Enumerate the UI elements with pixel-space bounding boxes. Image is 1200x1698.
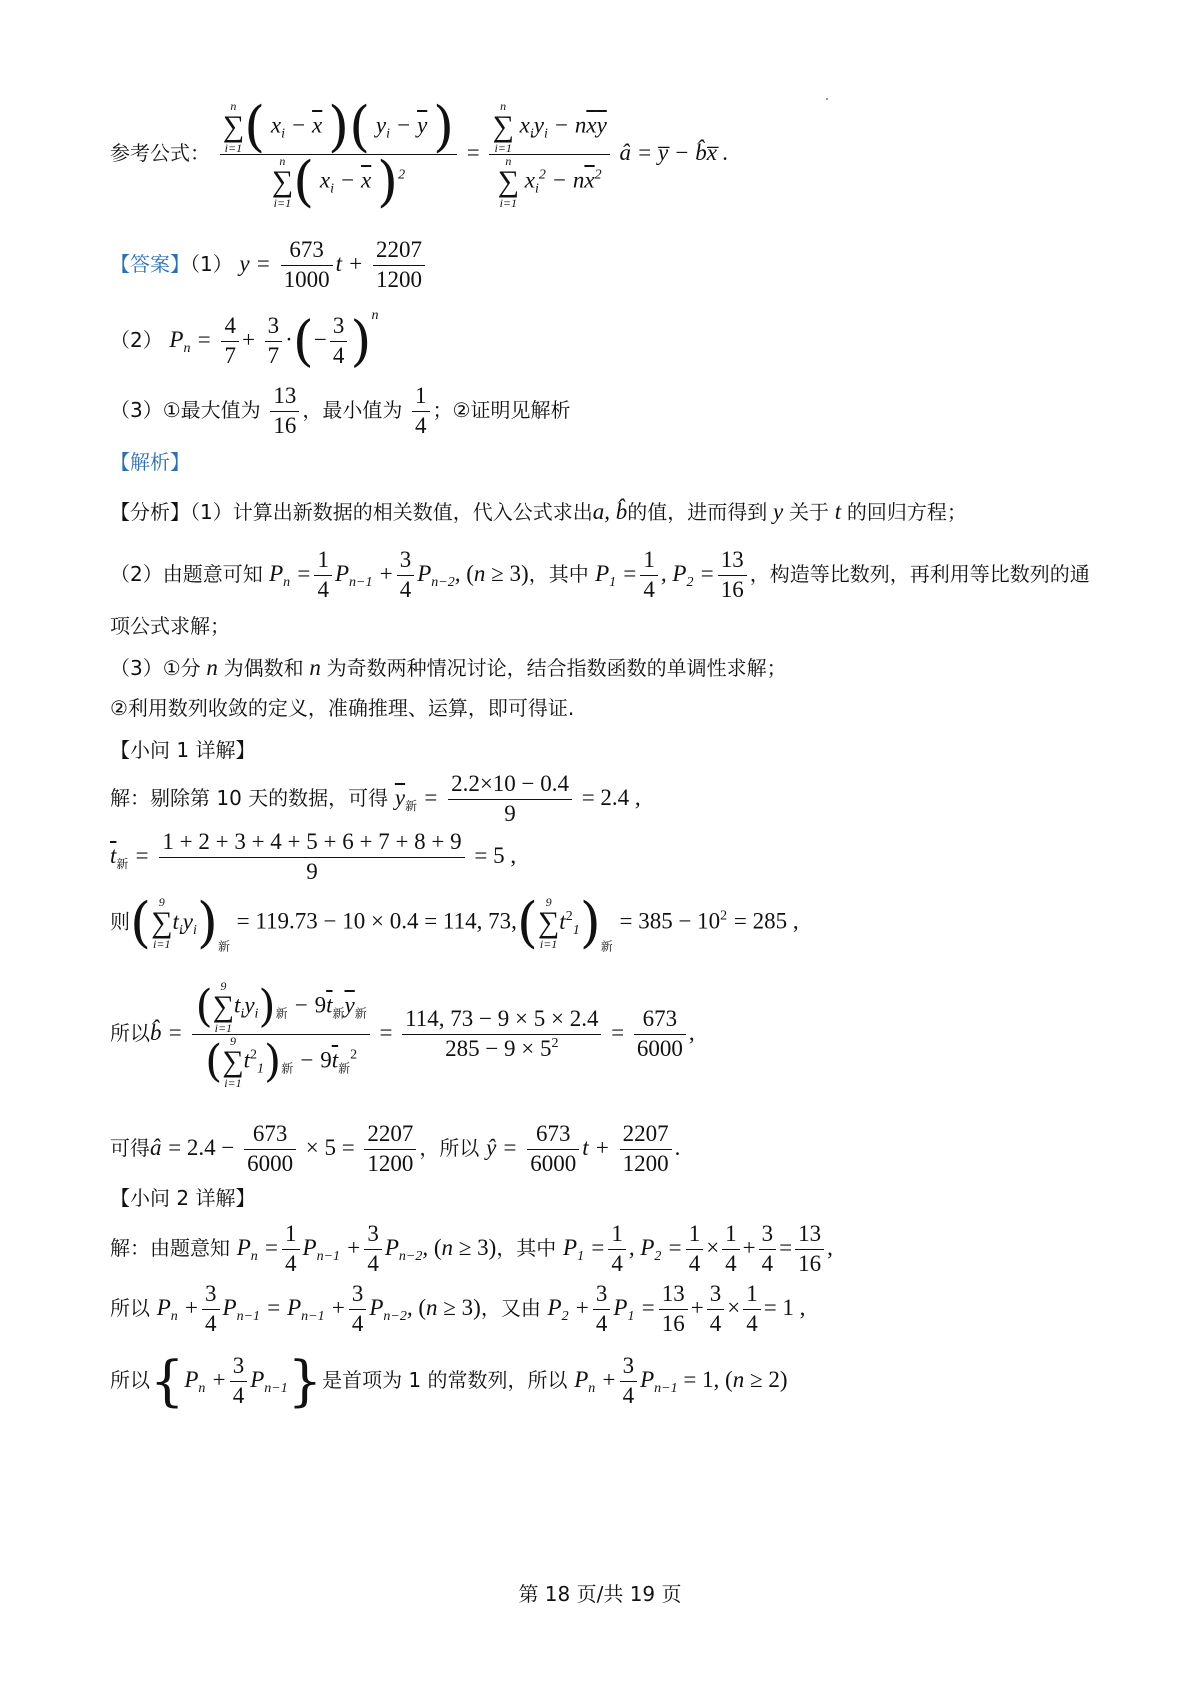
stray-dot [826,98,828,100]
q2-header: 【小问 2 详解】 [110,1186,256,1210]
analysis-line-5: ②利用数列收敛的定义，准确推理、运算，即可得证. [110,696,575,720]
q2-line-2: 所以 $P_n$ + $\frac{3}{4}$ $P_{n-1} = P_{n-1}$ + $\frac{3}{4}$ $P_{n-2}$, (n ≥ 3)，又由 $P_2$ + $\frac{3}{4}$ $P_1$ = $\frac{13}{16}$ + $\frac{3}{4}$ × $\frac{1}{4}$ = 1 , [110,1281,806,1336]
q1-line-5: 可得â = 2.4 − $\frac{673}{6000}$ × 5 = $\frac{2207}{1200}$ ，所以 ŷ = $\frac{673}{6000}$ t + $\frac{2207}{1200}$ . [110,1121,681,1176]
formula-fraction-1: n ∑ i=1 ( $x_i - \overline{x}$ )( $y_i - \overline{y}$ ) n ∑ i=1 ( $x_i - \overline{x}$ )$^2$ [220,100,457,209]
q1-line-3: 则( 9 ∑ i=1 $t_iy_i)_新 = 119.73 - 10 \times 0.4 = 114$, 73,( 9 ∑ i=1 $t^2_1)_新 = 385 - 10^2 = 285$ , [110,891,799,954]
analysis-line-2: （2）由题意可知 $P_n$ = $\frac{1}{4}$ $P_{n-1}$ + $\frac{3}{4}$ $P_{n-2}$, (n ≥ 3)，其中 $P_1$ = $\frac{1}{4}$ , $P_2$ = $\frac{13}{16}$ ，构造等比数列，再利用等比数列的通 [110,547,1090,602]
formula-label: 参考公式： [110,141,210,165]
answer-line-3: （3）①最大值为 $\frac{13}{16}$ ，最小值为 $\frac{1}{4}$ ；②证明见解析 [110,383,571,438]
page-number: 第 18 页/共 19 页 [518,1582,682,1606]
q1-line-4: 所以b̂ = ( 9 ∑ i=1 $t_iy_i)_新 - 9\overline{t}_新\overline{y}_新$ ( 9 ∑ i=1 $t^2_1)_新 - 9\overline{t}_新^2$ = $\frac{114, 73 - 9 \times 5 \times 2.4}{285 - 9 \times 5^2}$ = $\frac{673}{6000}$ , [110,979,695,1090]
answer-line-1: 【答案】（1） y = $\frac{673}{1000}$ t + $\frac{2207}{1200}$ [110,236,428,295]
analysis-line-4: （3）①分 n 为偶数和 n 为奇数两种情况讨论，结合指数函数的单调性求解； [110,655,787,680]
analysis-line-3: 项公式求解； [110,614,230,638]
q2-line-1: 解：由题意知 $P_n$ = $\frac{1}{4}$ $P_{n-1}$ + $\frac{3}{4}$ $P_{n-2}$, (n ≥ 3)，其中 $P_1$ = $\frac{1}{4}$ , $P_2$ = $\frac{1}{4}$ × $\frac{1}{4}$ + $\frac{3}{4}$ = $\frac{13}{16}$ , [110,1221,833,1276]
reference-formula: 参考公式： n ∑ i=1 ( $x_i - \overline{x}$ )( $y_i - \overline{y}$ ) n ∑ i=1 ( $x_i - \overline{x}$ )$^2$ = n ∑ i=1 $x_iy_i - n\overline{x}\overline{y}$ n ∑ i=1 $x_i^2 - n\overline{x}^2$ â = y̅ − b̂x̅ . [110,95,729,213]
analysis-line-1: 【分析】（1）计算出新数据的相关数值，代入公式求出a, b̂的值，进而得到 y 关于 t 的回归方程； [110,499,967,524]
formula-a-hat: â = y̅ − b̂x̅ . [619,140,729,165]
answer-tag: 【答案】 [110,251,190,276]
q1-line-2: $\overline{t}_新$ = $\frac{1 + 2 + 3 + 4 + 5 + 6 + 7 + 8 + 9}{9}$ = 5 , [110,829,517,884]
q1-header: 【小问 1 详解】 [110,738,256,762]
answer-line-2: （2） $P_n$ = $\frac{4}{7}$ + $\frac{3}{7}$ ·(− $\frac{3}{4}$ )$^n$ [110,308,379,373]
analysis-tag: 【解析】 [110,450,190,474]
q1-line-1: 解：剔除第 10 天的数据，可得 $\overline{y}_新$ = $\frac{2.2\times 10 - 0.4}{9}$ = 2.4 , [110,771,641,826]
formula-fraction-2: n ∑ i=1 $x_iy_i - n\overline{x}\overline{y}$ n ∑ i=1 $x_i^2 - n\overline{x}^2$ [489,100,609,209]
q2-line-3: 所以{$P_n$ + $\frac{3}{4}$ $P_{n-1}$}是首项为 1 的常数列，所以 $P_n$ + $\frac{3}{4}$ $P_{n-1} = 1$, (n ≥ 2) [110,1349,788,1413]
